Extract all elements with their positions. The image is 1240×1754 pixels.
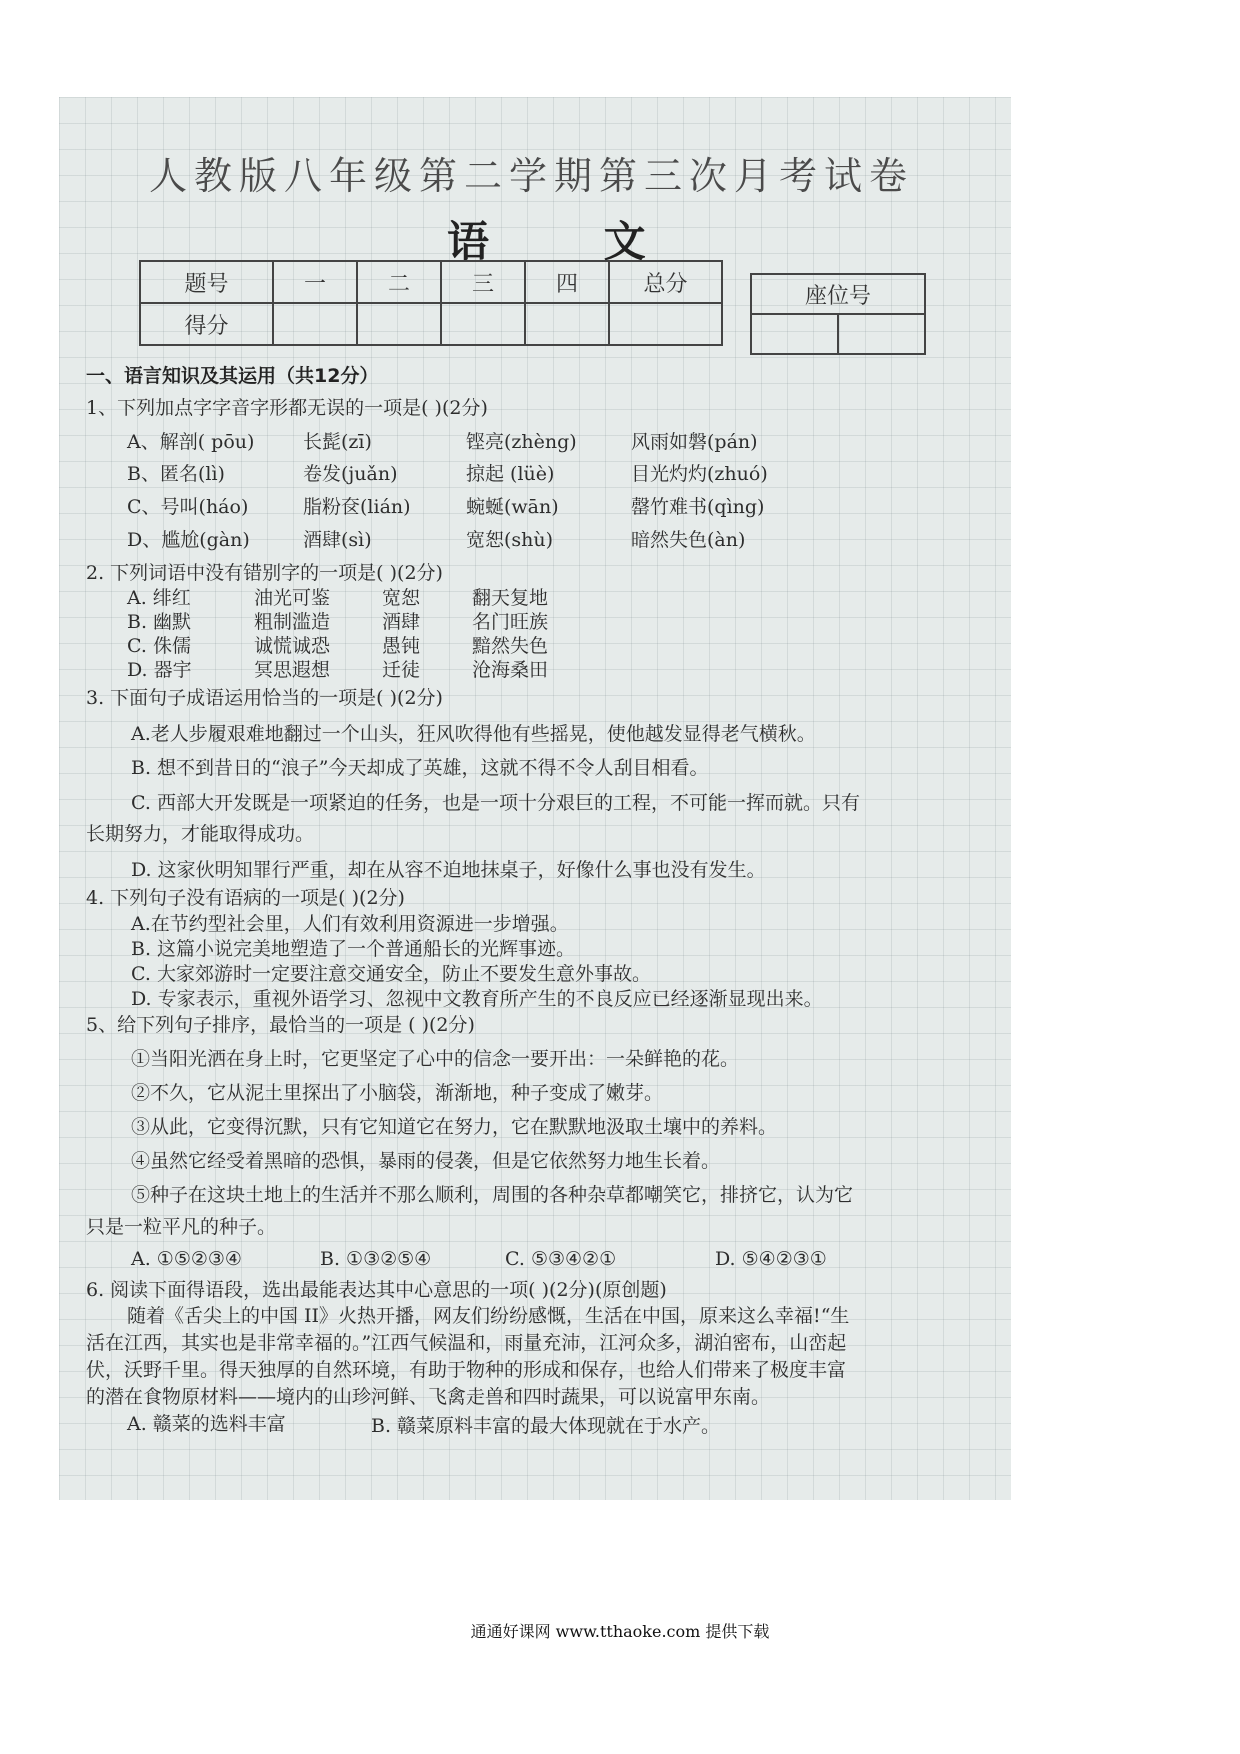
score-cell: [441, 303, 525, 345]
question-3-stem: 3. 下面句子成语运用恰当的一项是( )(2分): [86, 687, 443, 709]
score-cell: 题号: [140, 261, 273, 303]
q1-option: 蜿蜒(wān): [466, 496, 559, 518]
q1-option: C、号叫(háo): [127, 496, 249, 518]
q2-option: 诚慌诚恐: [254, 635, 331, 657]
q5-option: A. ①⑤②③④: [131, 1248, 242, 1270]
q5-sentence: ①当阳光洒在身上时，它更坚定了心中的信念一要开出：一朵鲜艳的花。: [131, 1048, 740, 1070]
q1-option: 暗然失色(àn): [631, 529, 746, 551]
q1-option: 目光灼灼(zhuó): [631, 463, 768, 485]
score-cell: 三: [441, 261, 525, 303]
q3-option-c: C. 西部大开发既是一项紧迫的任务，也是一项十分艰巨的工程，不可能一挥而就。只有: [131, 792, 860, 814]
score-cell: [525, 303, 609, 345]
score-cell: [357, 303, 441, 345]
score-table: [139, 260, 723, 346]
seat-table-row: [751, 274, 925, 314]
question-1-stem: 1、下列加点字字音字形都无误的一项是( )(2分): [86, 397, 488, 419]
q6-passage-line: 随着《舌尖上的中国 II》火热开播，网友们纷纷感慨，生活在中国，原来这么幸福!“生: [127, 1305, 850, 1327]
q1-option: D、尴尬(gàn): [127, 529, 250, 551]
score-cell: 总分: [609, 261, 722, 303]
q1-option: B、匿名(lì): [127, 463, 225, 485]
q1-option: 宽恕(shù): [466, 529, 554, 551]
q5-option: C. ⑤③④②①: [505, 1248, 617, 1270]
seat-number-label: 座位号: [751, 274, 925, 314]
q4-option-a: A.在节约型社会里，人们有效利用资源进一步增强。: [131, 913, 569, 935]
seat-number-table: [750, 273, 926, 355]
q4-option-d: D. 专家表示，重视外语学习、忽视中文教育所产生的不良反应已经逐渐显现出来。: [131, 988, 823, 1010]
download-footer: 通通好课网 www.tthaoke.com 提供下载: [470, 1622, 770, 1641]
q5-sentence: ③从此，它变得沉默，只有它知道它在努力，它在默默地汲取土壤中的养料。: [131, 1116, 778, 1138]
score-cell: 二: [357, 261, 441, 303]
score-cell: 四: [525, 261, 609, 303]
q4-option-b: B. 这篇小说完美地塑造了一个普通船长的光辉事迹。: [131, 938, 576, 960]
score-cell: [609, 303, 722, 345]
question-4-stem: 4. 下列句子没有语病的一项是( )(2分): [86, 887, 405, 909]
q2-option: 冥思遐想: [254, 659, 331, 681]
seat-cell: [751, 314, 838, 354]
question-2-stem: 2. 下列词语中没有错别字的一项是( )(2分): [86, 562, 443, 584]
q1-option: 酒肆(sì): [303, 529, 372, 551]
q5-sentence-cont: 只是一粒平凡的种子。: [86, 1216, 277, 1238]
q5-sentence: ②不久，它从泥土里探出了小脑袋，渐渐地，种子变成了嫩芽。: [131, 1082, 664, 1104]
q2-option: 翻天复地: [472, 587, 549, 609]
exam-subject: 语 文: [447, 217, 696, 266]
q2-option: 黯然失色: [472, 635, 549, 657]
q5-sentence: ⑤种子在这块土地上的生活并不那么顺利，周围的各种杂草都嘲笑它，排挤它，认为它: [131, 1184, 854, 1206]
q2-option: C. 侏儒: [127, 635, 191, 657]
q2-option: 宽恕: [382, 587, 421, 609]
q1-option: 长髭(zī): [303, 431, 372, 453]
q2-option: D. 器宇: [127, 659, 192, 681]
q1-option: 脂粉奁(lián): [303, 496, 411, 518]
q1-option: 铿亮(zhèng): [466, 431, 577, 453]
score-cell: 一: [273, 261, 357, 303]
q1-option: 掠起 (lüè): [466, 463, 555, 485]
q2-option: A. 绯红: [127, 587, 191, 609]
q2-option: 愚钝: [382, 635, 421, 657]
scanned-exam-paper: [59, 97, 1011, 1500]
score-cell: 得分: [140, 303, 273, 345]
score-table-row: [140, 261, 722, 303]
section-title: 一、语言知识及其运用（共12分）: [86, 365, 379, 387]
q2-option: 名门旺族: [472, 611, 549, 633]
q1-option: 罄竹难书(qìng): [631, 496, 765, 518]
q2-option: B. 幽默: [127, 611, 192, 633]
q2-option: 油光可鉴: [254, 587, 331, 609]
question-5-stem: 5、给下列句子排序，最恰当的一项是 ( )(2分): [86, 1014, 475, 1036]
q1-option: A、解剖( pōu): [127, 431, 255, 453]
q2-option: 粗制滥造: [254, 611, 331, 633]
q6-option-a: A. 赣菜的选料丰富: [127, 1413, 286, 1435]
q1-option: 风雨如磐(pán): [631, 431, 758, 453]
question-6-stem: 6. 阅读下面得语段，选出最能表达其中心意思的一项( )(2分)(原创题): [86, 1279, 667, 1301]
q2-option: 迁徒: [382, 659, 421, 681]
q3-option-c-cont: 长期努力，才能取得成功。: [86, 823, 315, 845]
q6-passage-line: 伏，沃野千里。得天独厚的自然环境，有助于物种的形成和保存，也给人们带来了极度丰富: [86, 1359, 847, 1381]
q3-option-a: A.老人步履艰难地翻过一个山头，狂风吹得他有些摇晃，使他越发显得老气横秋。: [131, 723, 816, 745]
score-table-row: [140, 303, 722, 345]
q6-option-b: B. 赣菜原料丰富的最大体现就在于水产。: [371, 1415, 721, 1437]
q5-sentence: ④虽然它经受着黑暗的恐惧，暴雨的侵袭，但是它依然努力地生长着。: [131, 1150, 721, 1172]
seat-table-row: [751, 314, 925, 354]
q6-passage-line: 活在江西，其实也是非常幸福的。”江西气候温和，雨量充沛，江河众多，湖泊密布，山峦起: [86, 1332, 847, 1354]
q2-option: 酒肆: [382, 611, 421, 633]
score-cell: [273, 303, 357, 345]
seat-cell: [838, 314, 925, 354]
q2-option: 沧海桑田: [472, 659, 549, 681]
q6-passage-line: 的潜在食物原材料——境内的山珍河鲜、飞禽走兽和四时蔬果，可以说富甲东南。: [86, 1386, 771, 1408]
q5-option: B. ①③②⑤④: [320, 1248, 432, 1270]
q3-option-b: B. 想不到昔日的“浪子”今天却成了英雄，这就不得不令人刮目相看。: [131, 757, 709, 779]
q1-option: 卷发(juǎn): [303, 463, 398, 485]
q3-option-d: D. 这家伙明知罪行严重，却在从容不迫地抹桌子，好像什么事也没有发生。: [131, 859, 766, 881]
exam-title: 人教版八年级第二学期第三次月考试卷: [149, 154, 915, 198]
q5-option: D. ⑤④②③①: [715, 1248, 827, 1270]
q4-option-c: C. 大家郊游时一定要注意交通安全，防止不要发生意外事故。: [131, 963, 651, 985]
